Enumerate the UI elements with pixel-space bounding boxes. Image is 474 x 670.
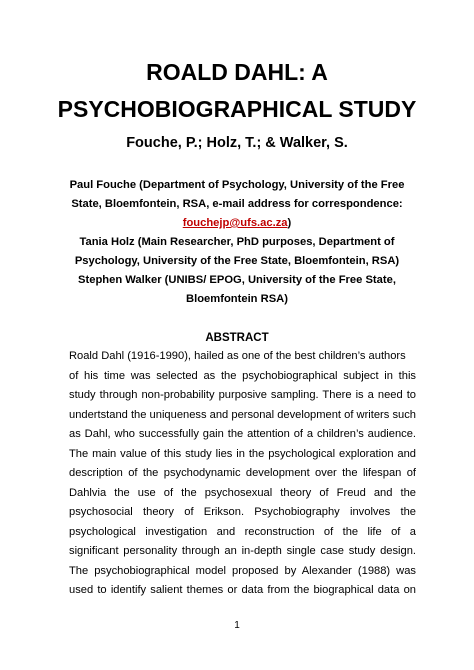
abstract-line: significant personality through an in-depth single case study design. [69,545,416,557]
abstract-heading: ABSTRACT [205,332,269,344]
paper-title-line-1: ROALD DAHL: A [146,59,328,85]
abstract-line: of his time was selected as the psychobiographical subject in this [69,369,416,382]
affiliation-email-line [0,216,474,231]
affiliation-line: Paul Fouche (Department of Psychology, University of the Free [69,179,405,191]
email-link[interactable]: fouchejp@ufs.ac.za [182,217,288,229]
affiliation-line: Bloemfontein RSA) [186,293,288,305]
abstract-line: used to identify salient themes or data from the biographical data on [69,584,416,596]
abstract-line: as Dahl, who successfully gain the attention of a children’s audience. [69,428,416,440]
page-number: 1 [234,620,240,631]
affiliation-line: Tania Holz (Main Researcher, PhD purposes, Department of [79,236,395,248]
abstract-line: description of the psychodynamic development over the lifespan of [69,467,416,479]
author-list: Fouche, P.; Holz, T.; & Walker, S. [126,135,348,151]
affiliation-line: Stephen Walker (UNIBS/ EPOG, University of the Free State, [78,274,396,286]
abstract-line: Dahlvia the use of the psychosexual theory of Freud and the [69,486,416,499]
abstract-line: study through non-probability purposive sampling. There is a need to [69,389,416,401]
abstract-line: undertstand the uniqueness and personal development of writers such [69,408,416,421]
email-close-paren: ) [287,217,292,229]
affiliation-line: State, Bloemfontein, RSA, e-mail address for correspondence: [71,198,403,210]
abstract-line: The main value of this study lies in the psychological exploration and [69,447,416,460]
abstract-line: Roald Dahl (1916-1990), hailed as one of the best children’s authors [69,350,406,362]
affiliation-line: Psychology, University of the Free State, Bloemfontein, RSA) [74,255,400,267]
abstract-body [69,347,416,601]
abstract-line: psychological investigation and reconstruction of the life of a [69,525,416,538]
abstract-line: The psychobiographical model proposed by Alexander (1988) was [69,564,416,577]
paper-title-line-2: PSYCHOBIOGRAPHICAL STUDY [57,96,417,122]
abstract-line: psychosocial theory of Erikson. Psychobiography involves the [69,506,416,518]
